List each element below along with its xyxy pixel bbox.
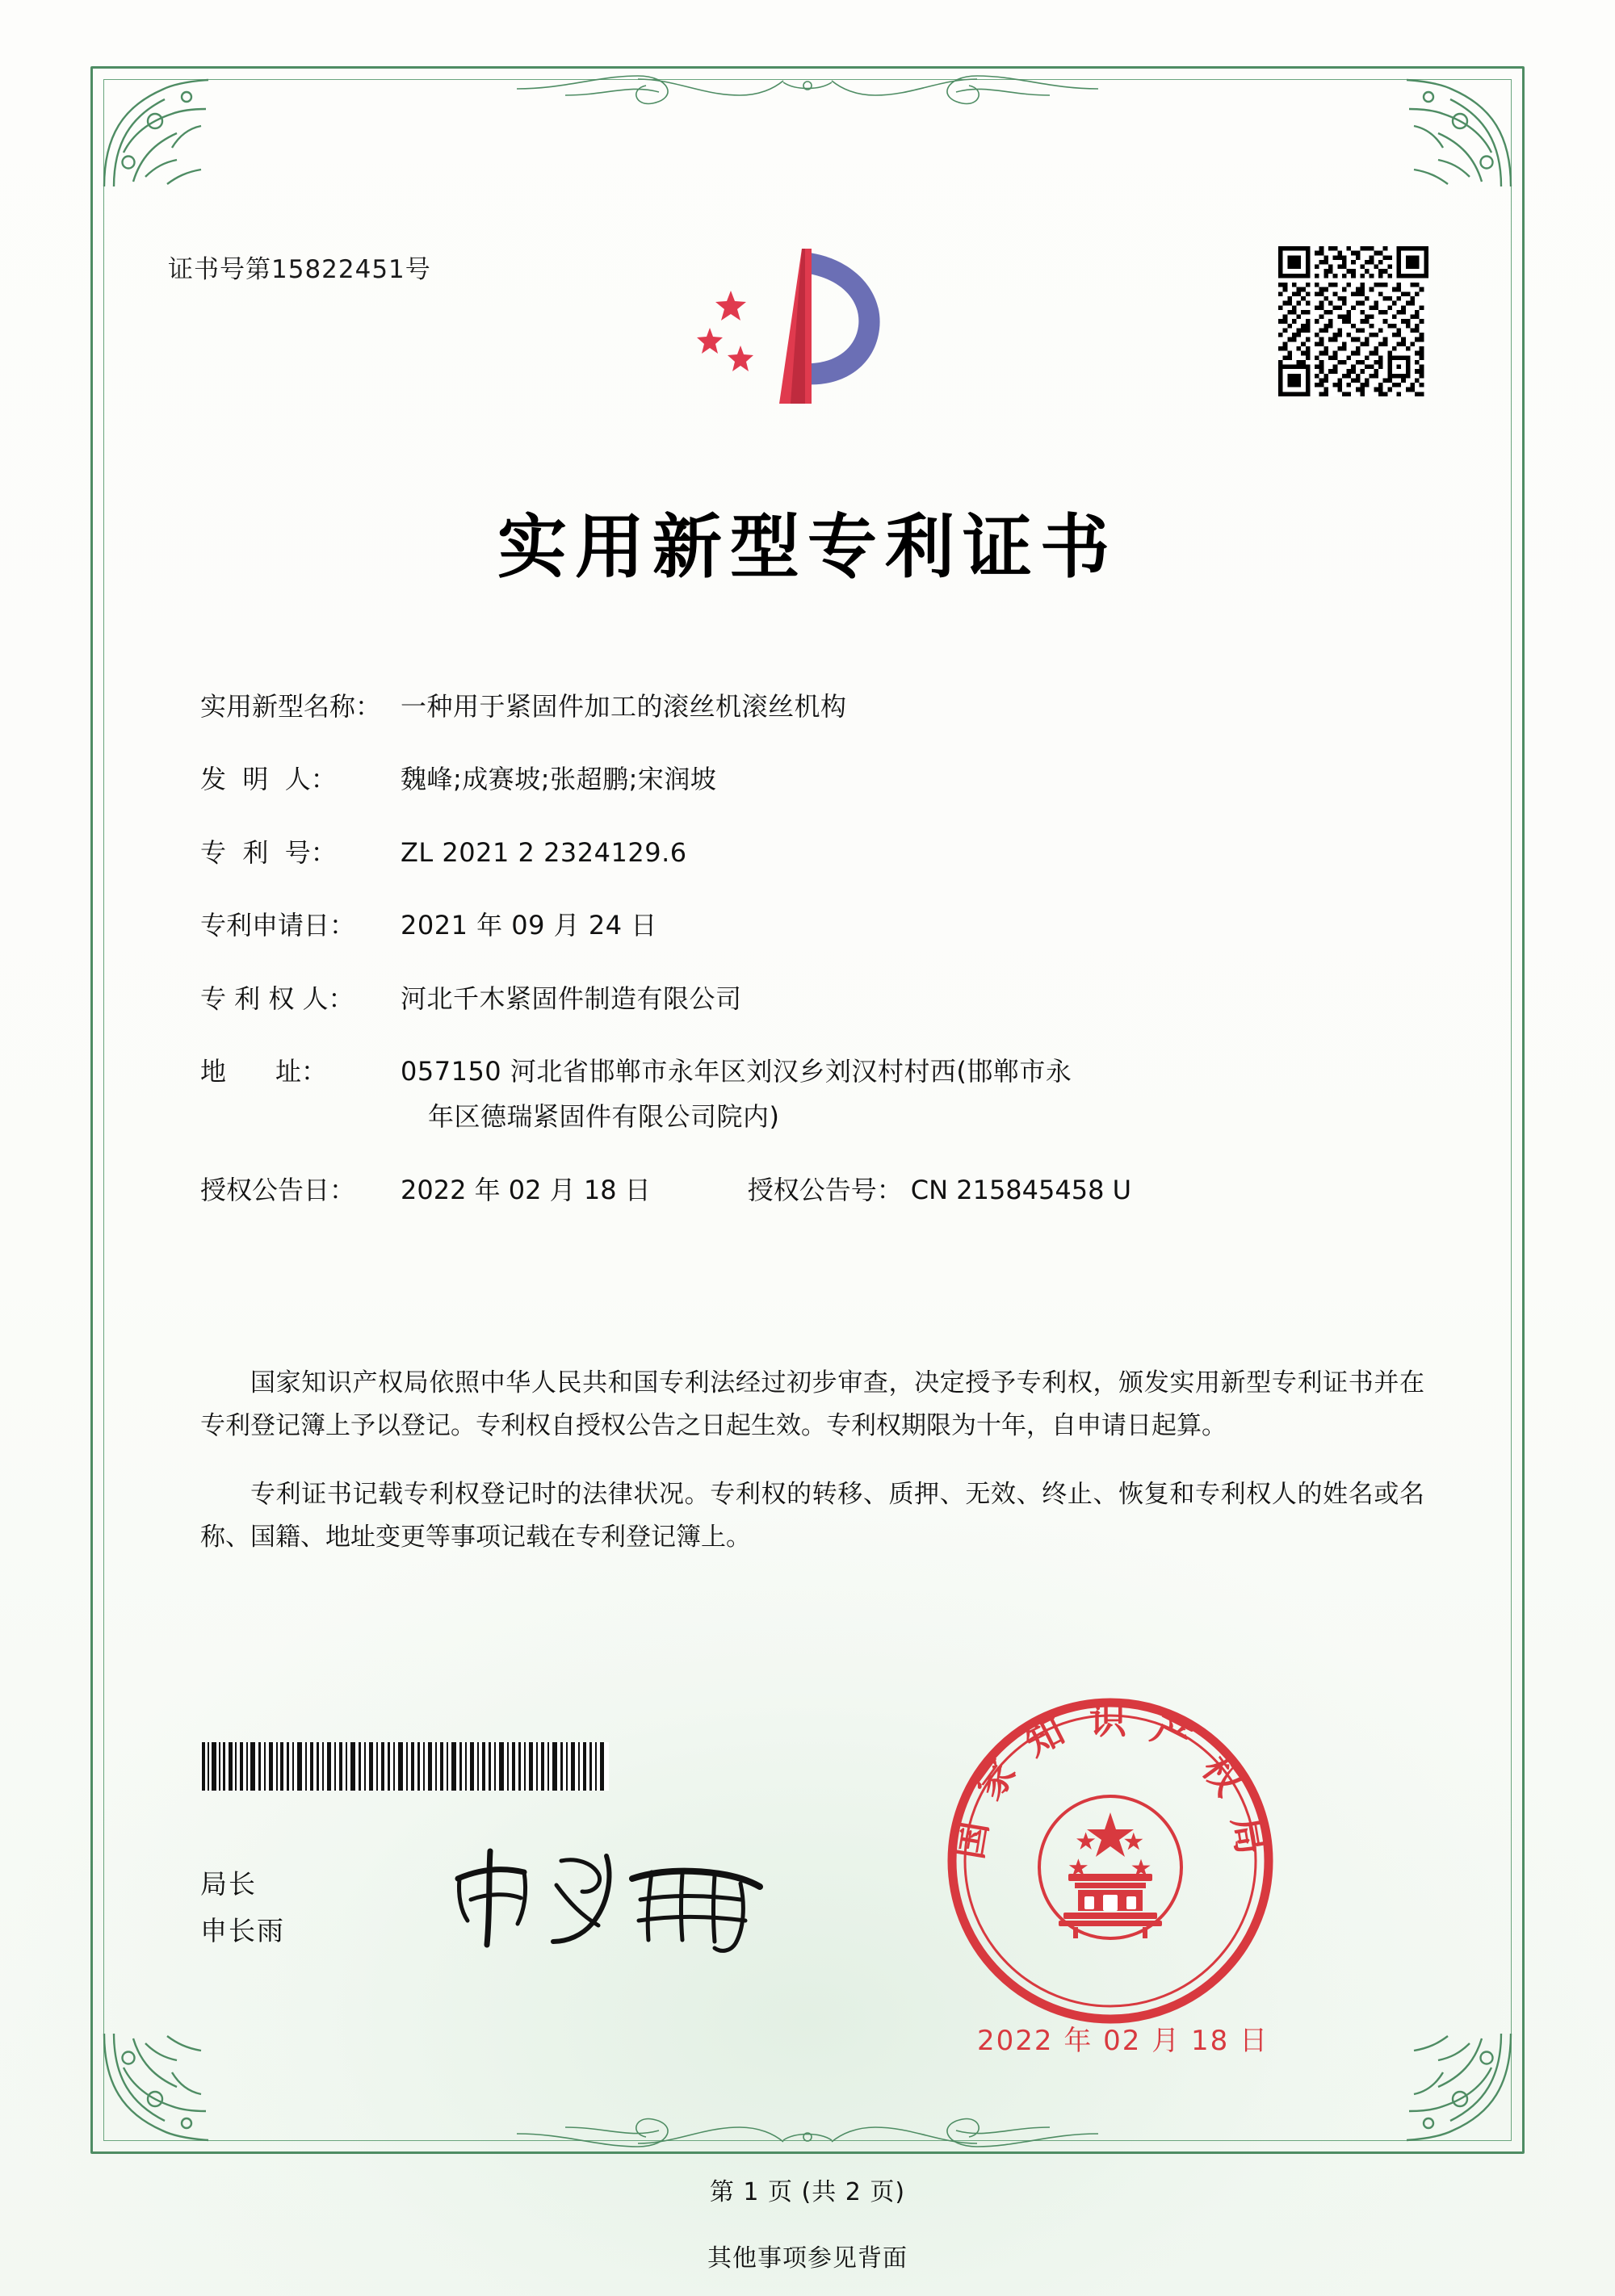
field-row-patent-number: [200, 834, 1428, 871]
paragraph-2: 专利证书记载专利权登记时的法律状况。专利权的转移、质押、无效、终止、恢复和专利权人的姓名或名称、国籍、地址变更等事项记载在专利登记簿上。: [200, 1479, 1424, 1552]
corner-ornament-icon: [97, 2026, 218, 2147]
field-row-grant-announcement: [200, 1171, 1428, 1209]
field-label: 实用新型名称：: [200, 691, 382, 722]
official-seal: [941, 1691, 1280, 2030]
address-line-2: 年区德瑞紧固件有限公司院内): [428, 1101, 780, 1133]
svg-text:国 家 知 识 产 权 局: 国 家 知 识 产 权 局: [946, 1699, 1274, 1862]
corner-ornament-icon: [97, 73, 218, 194]
field-row-patentee: [200, 980, 1428, 1017]
field-row-application-date: [200, 907, 1428, 944]
field-label: 专 利 权 人：: [200, 983, 354, 1014]
field-list: [200, 688, 1428, 1244]
field-label-grant-date: 授权公告日：: [200, 1174, 356, 1205]
barcode: [200, 1742, 609, 1791]
footer-note: 其他事项参见背面: [707, 2244, 908, 2273]
cnipa-logo-icon: [682, 242, 933, 424]
page-number: 第 1 页 (共 2 页): [709, 2178, 906, 2206]
field-value: 2021 年 09 月 24 日: [401, 910, 657, 941]
address-line-1: 057150 河北省邯郸市永年区刘汉乡刘汉村村西(邯郸市永: [401, 1055, 1072, 1087]
field-value-multiline: [401, 1053, 1428, 1136]
field-row-utility-model-name: [200, 688, 1428, 725]
field-label: 地 址：: [200, 1055, 328, 1087]
director-name-label: 申长雨: [200, 1914, 285, 1946]
signature-block: [200, 1861, 285, 1955]
field-value: 河北千木紧固件制造有限公司: [401, 983, 742, 1014]
qr-code: [1278, 246, 1428, 396]
field-label: 专利申请日：: [200, 910, 356, 941]
director-title-label: 局长: [200, 1868, 257, 1900]
bottom-scroll-ornament-icon: [517, 2095, 1098, 2151]
legal-text: [200, 1337, 1424, 1573]
field-value: 魏峰;成赛坡;张超鹏;宋润坡: [401, 764, 717, 795]
seal-date: 2022 年 02 月 18 日: [977, 2025, 1269, 2057]
corner-ornament-icon: [1397, 73, 1518, 194]
page-title: 实用新型专利证书: [497, 507, 1118, 588]
field-label: 专 利 号：: [200, 836, 337, 868]
paragraph-1: 国家知识产权局依照中华人民共和国专利法经过初步审查，决定授予专利权，颁发实用新型专利证书并在专利登记簿上予以登记。专利权自授权公告之日起生效。专利权期限为十年，自申请日起算。: [200, 1368, 1424, 1441]
handwritten-signature-icon: [440, 1837, 779, 1958]
certificate-number: 证书号第15822451号: [168, 255, 431, 284]
field-value: ZL 2021 2 2324129.6: [401, 836, 687, 868]
field-value: 一种用于紧固件加工的滚丝机滚丝机构: [401, 691, 847, 722]
field-row-inventors: [200, 760, 1428, 798]
field-label: 发 明 人：: [200, 764, 337, 795]
field-value-grant-date: 2022 年 02 月 18 日: [401, 1174, 651, 1205]
field-value-grant-number: CN 215845458 U: [910, 1174, 1132, 1205]
top-scroll-ornament-icon: [517, 71, 1098, 128]
field-label-grant-number: 授权公告号：: [747, 1174, 903, 1205]
corner-ornament-icon: [1397, 2026, 1518, 2147]
field-row-address: [200, 1053, 1428, 1136]
